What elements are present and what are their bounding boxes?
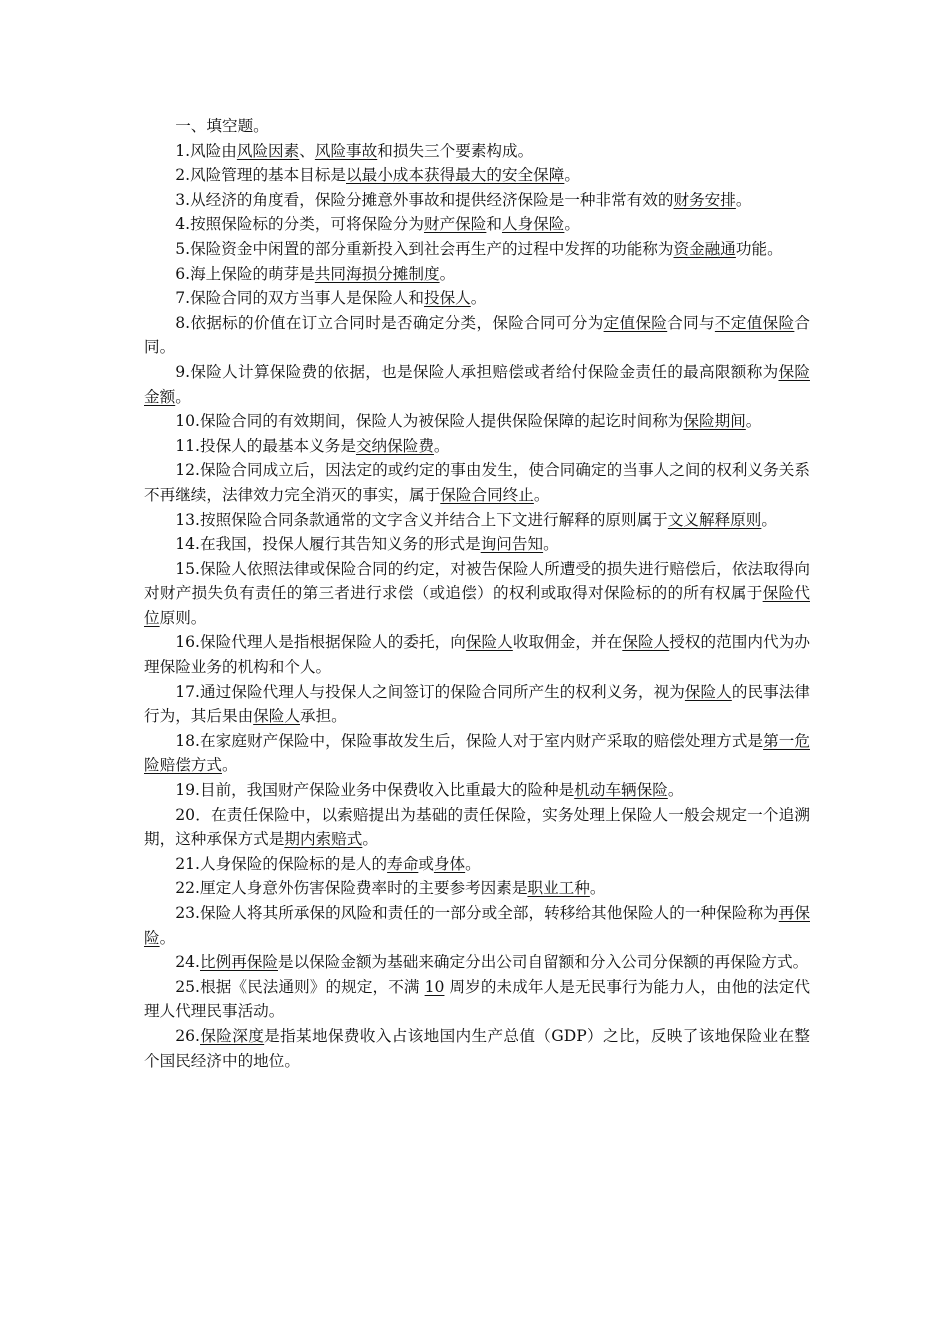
question-text: 23.保险人将其所承保的风险和责任的一部分或全部，转移给其他保险人的一种保险称为 <box>175 904 779 922</box>
question-item <box>144 262 810 287</box>
answer-blank: 第一危险赔偿方式 <box>144 731 810 775</box>
answer-blank: 风险因素 <box>236 141 300 160</box>
question-item <box>144 409 810 434</box>
question-text: 14.在我国，投保人履行其告知义务的形式是 <box>175 535 481 554</box>
answer-blank: 职业工种 <box>527 879 590 898</box>
answer-blank: 机动车辆保险 <box>574 781 668 800</box>
question-item <box>144 630 810 679</box>
question-text: 1.风险由 <box>175 141 237 160</box>
answer-blank: 以最小成本获得最大的安全保障 <box>346 166 565 185</box>
question-text: 9.保险人计算保险费的依据，也是保险人承担赔偿或者给付保险金责任的最高限额称为 <box>175 362 779 381</box>
question-item <box>144 212 810 237</box>
question-text: 25.根据《民法通则》的规定，不满 <box>175 977 425 996</box>
answer-blank: 10 <box>424 977 445 996</box>
answer-blank: 保险人 <box>622 633 670 652</box>
question-text: 2.风险管理的基本目标是 <box>175 166 347 185</box>
answer-blank: 寿命 <box>387 854 419 873</box>
question-item <box>144 508 810 533</box>
answer-blank: 资金融通 <box>673 239 736 258</box>
question-text: 16.保险代理人是指根据保险人的委托，向 <box>175 633 466 652</box>
answer-blank: 共同海损分摊制度 <box>314 264 440 283</box>
question-item <box>144 139 810 164</box>
question-text: 12.保险合同成立后，因法定的或约定的事由发生，使合同确定的当事人之间的权利义务关系不再继续，法律效力完全消灭的事实，属于 <box>144 461 810 504</box>
answer-blank: 风险事故 <box>314 141 378 160</box>
question-text: 8.依据标的价值在订立合同时是否确定分类，保险合同可分为 <box>175 313 604 332</box>
question-text: 22.厘定人身意外伤害保险费率时的主要参考因素是 <box>175 879 528 898</box>
question-item <box>144 950 810 975</box>
question-item <box>144 360 810 409</box>
question-item <box>144 852 810 877</box>
question-text: 。 <box>362 830 378 849</box>
answer-blank: 期内索赔式 <box>284 830 363 849</box>
question-text: 17.通过保险代理人与投保人之间签订的保险合同所产生的权利义务，视为 <box>175 682 685 701</box>
answer-blank: 保险人 <box>253 707 300 726</box>
question-item <box>144 434 810 459</box>
question-text: 26. <box>175 1026 200 1045</box>
question-text: 承担。 <box>299 707 347 726</box>
question-item <box>144 557 810 631</box>
question-text: 和损失三个要素构成。 <box>377 141 534 160</box>
question-text: 。 <box>589 879 606 898</box>
question-text: 、 <box>299 141 315 160</box>
question-text: 7.保险合同的双方当事人是保险人和 <box>175 289 424 308</box>
question-text: 。 <box>175 387 191 406</box>
question-text: 6.海上保险的萌芽是 <box>175 264 315 283</box>
question-item <box>144 1024 810 1073</box>
question-item <box>144 803 810 852</box>
question-text: 。 <box>470 289 487 308</box>
question-text: 18.在家庭财产保险中，保险事故发生后，保险人对于室内财产采取的赔偿处理方式是 <box>175 731 764 750</box>
question-text: 11.投保人的最基本义务是 <box>175 436 356 455</box>
question-text: 原则。 <box>159 608 207 627</box>
question-item <box>144 729 810 778</box>
question-item <box>144 163 810 188</box>
answer-blank: 投保人 <box>423 289 471 308</box>
answer-blank: 保险合同终止 <box>440 485 534 504</box>
question-text: 15.保险人依照法律或保险合同的约定，对被告保险人所遭受的损失进行赔偿后，依法取得向对财产损失负有责任的第三者进行求偿（或追偿）的权利或取得对保险标的的所有权属于 <box>144 559 810 603</box>
question-item <box>144 237 810 262</box>
question-text: 5.保险资金中闲置的部分重新投入到社会再生产的过程中发挥的功能称为 <box>175 239 674 258</box>
question-text: 。 <box>159 928 176 947</box>
answer-blank: 比例再保险 <box>200 953 278 972</box>
question-text: 和 <box>486 215 502 234</box>
answer-blank: 文义解释原则 <box>667 510 762 529</box>
question-item <box>144 188 810 213</box>
question-item <box>144 876 810 901</box>
answer-blank: 人身保险 <box>501 215 565 234</box>
question-item <box>144 680 810 729</box>
answer-blank: 保险深度 <box>200 1026 265 1045</box>
answer-blank: 财务安排 <box>673 190 736 209</box>
question-text: 的民事法律行为，其后果由 <box>144 682 810 726</box>
answer-blank: 定值保险 <box>603 313 668 332</box>
question-text: 19.目前，我国财产保险业务中保费收入比重最大的险种是 <box>175 781 575 800</box>
question-text: 功能。 <box>735 239 783 258</box>
question-text: 或 <box>418 854 434 873</box>
question-text: 10.保险合同的有效期间，保险人为被保险人提供保险保障的起讫时间称为 <box>175 412 684 431</box>
answer-blank: 保险人 <box>465 633 513 652</box>
section-title: 一、填空题。 <box>175 117 269 135</box>
question-text: 。 <box>564 215 580 234</box>
question-text: 是指某地保费收入占该地国内生产总值（GDP）之比，反映了该地保险业在整个国民经济中的地位。 <box>144 1026 810 1070</box>
document-page <box>144 114 810 1073</box>
question-text: 13.按照保险合同条款通常的文字含义并结合上下文进行解释的原则属于 <box>175 510 668 529</box>
question-item <box>144 286 810 311</box>
question-item <box>144 778 810 803</box>
answer-blank: 保险金额 <box>144 362 810 406</box>
question-text: 授权的范围内代为办理保险业务的机构和个人。 <box>144 633 810 677</box>
question-text: 。 <box>221 756 238 775</box>
question-text: 。 <box>465 854 481 873</box>
question-text: 21.人身保险的保险标的是人的 <box>175 854 388 873</box>
question-item <box>144 975 810 1024</box>
question-text: 。 <box>543 535 559 554</box>
question-text: 。 <box>735 190 752 209</box>
question-item <box>144 532 810 557</box>
question-text: 。 <box>761 510 777 529</box>
question-item <box>144 901 810 950</box>
answer-blank: 身体 <box>433 854 466 873</box>
question-text: 4.按照保险标的分类，可将保险分为 <box>175 215 424 234</box>
question-text: 周岁的未成年人是无民事行为能力人，由他的法定代理人代理民事活动。 <box>144 977 810 1021</box>
question-text: 。 <box>433 436 450 455</box>
question-text: 。 <box>439 264 456 283</box>
question-text: 收取佣金，并在 <box>512 633 623 652</box>
question-text: 。 <box>564 166 580 185</box>
answer-blank: 询问告知 <box>480 535 544 554</box>
answer-blank: 财产保险 <box>423 215 487 234</box>
question-text: 20．在责任保险中，以索赔提出为基础的责任保险，实务处理上保险人一般会规定一个追溯期，这种承保方式是 <box>144 805 810 849</box>
question-item <box>144 311 810 360</box>
question-text: 合同。 <box>144 313 810 357</box>
answer-blank: 保险期间 <box>683 412 746 431</box>
answer-blank: 交纳保险费 <box>355 436 434 455</box>
question-text: 24. <box>175 953 200 972</box>
question-item <box>144 458 810 507</box>
answer-blank: 不定值保险 <box>714 313 795 332</box>
question-text: 是以保险金额为基础来确定分出公司自留额和分入公司分保额的再保险方式。 <box>277 953 809 972</box>
answer-blank: 再保险 <box>144 904 810 947</box>
answer-blank: 保险代位 <box>144 584 810 627</box>
question-text: 合同与 <box>667 313 715 332</box>
question-text: 。 <box>667 781 684 800</box>
question-text: 。 <box>745 412 762 431</box>
question-text: 3.从经济的角度看，保险分摊意外事故和提供经济保险是一种非常有效的 <box>175 190 674 209</box>
answer-blank: 保险人 <box>684 682 732 701</box>
question-list <box>144 139 810 1074</box>
question-text: 。 <box>533 485 550 504</box>
